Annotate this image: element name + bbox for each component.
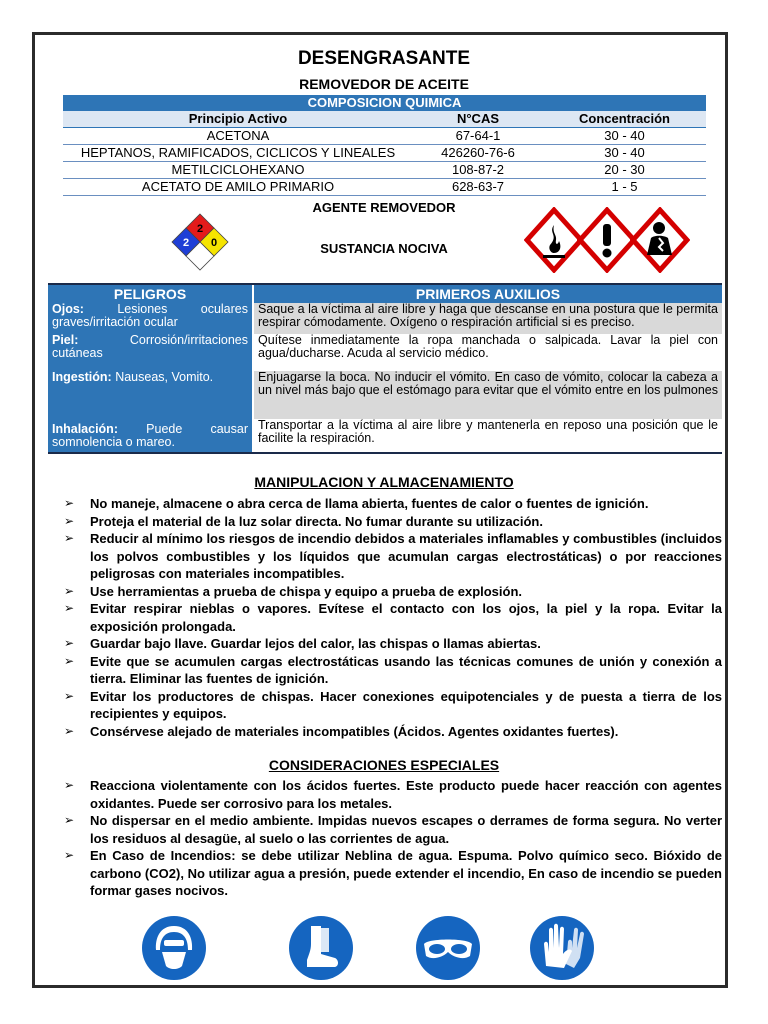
table-cell: 628-63-7 [451,179,505,194]
table-cell: ACETONA [206,128,270,143]
table-cell: METILCICLOHEXANO [171,162,305,177]
first-aid-cell: Transportar a la víctima al aire libre y mantenerla en reposo una posición que le facilite la respiración. [258,418,718,445]
nfpa-diamond-icon [170,212,230,272]
hazard-row [48,334,722,371]
hazard-row [48,303,722,334]
hazard-cell [48,419,252,452]
first-aid-header: PRIMEROS AUXILIOS [254,285,722,303]
table-row [63,145,706,162]
hazard-label: Inhalación: [52,422,118,436]
safety-goggles-icon [414,914,482,982]
flame-pictogram-icon [524,207,584,273]
column-header: Concentración [578,111,670,126]
table-cell: 108-87-2 [451,162,505,177]
table-cell: 20 - 30 [604,162,645,177]
hazard-cell [48,371,252,419]
list-item: ➢ Proteja el material de la luz solar directa. No fumar durante su utilización. [64,513,722,531]
nfpa-health: 2 [182,237,190,249]
list-item: ➢ Guardar bajo llave. Guardar lejos del calor, las chispas o llamas abiertas. [64,635,722,653]
first-aid-cell: Enjuagarse la boca. No inducir el vómito. En caso de vómito, colocar la cabeza a un nivel más bajo que el estómago para evitar que el vómito entre en los pulmones [254,371,722,419]
table-cell: 67-64-1 [455,128,501,143]
harmful-label: SUSTANCIA NOCIVA [320,241,448,256]
list-item: ➢ Consérvese alejado de materiales incompatibles (Ácidos. Agentes oxidantes fuertes). [64,723,722,741]
table-cell: 30 - 40 [604,145,645,160]
safety-boots-icon [287,914,355,982]
page-subtitle: REMOVEDOR DE ACEITE [299,76,469,92]
first-aid-cell: Quítese inmediatamente la ropa manchada o salpicada. Lavar la piel con agua/ducharse. Acuda al servicio médico. [258,333,718,360]
list-item: ➢ Evite que se acumulen cargas electrostáticas usando las técnicas comunes de unión y conexión a tierra. Eliminar las fuentes de ignición. [64,653,722,688]
list-item: ➢ Reducir al mínimo los riesgos de incendio debidos a materiales inflamables y combustibles (incluidos los polvos combustibles y los líquidos que acumulan cargas electrostáticas) o por reacciones peligrosas con materiales incompatibles. [64,530,722,583]
list-item: ➢ Use herramientas a prueba de chispa y equipo a prueba de explosión. [64,583,722,601]
hazard-label: Ojos: [52,302,84,316]
respirator-mask-icon [140,914,208,982]
column-header: Principio Activo [188,111,288,126]
page-title: DESENGRASANTE [297,48,471,69]
hazard-text: Nauseas, Vomito. [111,370,214,384]
handling-list [64,495,722,740]
health-hazard-pictogram-icon [630,207,690,273]
composition-table [63,95,706,196]
hazards-header: PELIGROS [48,285,252,303]
table-cell: 426260-76-6 [441,145,515,160]
table-row [63,179,706,196]
agent-label: AGENTE REMOVEDOR [312,200,456,215]
hazard-row [48,371,722,419]
hazards-first-aid-table [48,283,722,454]
special-list [64,777,722,900]
hazard-label: Ingestión: [52,370,112,384]
hazard-text: Lesiones oculares graves/irritación ocular [52,302,248,329]
hazards-header-bar [48,283,722,303]
column-header: N°CAS [456,111,500,126]
list-item: ➢ Reacciona violentamente con los ácidos fuertes. Este producto puede hacer reacción con agentes oxidantes. Puede ser corrosivo para los metales. [64,777,722,812]
protective-gloves-icon [528,914,596,982]
table-row [63,128,706,145]
table-row [63,162,706,179]
table-cell: 1 - 5 [611,179,638,194]
table-cell: HEPTANOS, RAMIFICADOS, CICLICOS Y LINEALES [80,145,396,160]
list-item: ➢ Evitar respirar nieblas o vapores. Evítese el contacto con los ojos, la piel y la ropa. Evitar la exposición prolongada. [64,600,722,635]
special-section-title: CONSIDERACIONES ESPECIALES [268,757,500,773]
table-cell: 30 - 40 [604,128,645,143]
hazard-row [48,419,722,452]
hazard-cell [48,303,252,334]
handling-section-title: MANIPULACION Y ALMACENAMIENTO [254,474,514,490]
composition-column-headers [63,111,706,128]
table-cell: ACETATO DE AMILO PRIMARIO [141,179,335,194]
composition-header-bar: COMPOSICION QUIMICA [63,95,706,111]
nfpa-flammability: 2 [196,223,204,235]
list-item: ➢ No dispersar en el medio ambiente. Impidas nuevos escapes o derrames de forma segura. No verter los residuos al desagüe, al suelo o las corrientes de agua. [64,812,722,847]
divider [48,452,722,454]
nfpa-reactivity: 0 [210,237,218,249]
hazard-cell [48,334,252,371]
first-aid-cell: Saque a la víctima al aire libre y haga que descanse en una postura que le permita respirar cómodamente. Oxígeno o respiración artificial si es preciso. [254,303,722,334]
list-item: ➢ En Caso de Incendios: se debe utilizar Neblina de agua. Espuma. Polvo químico seco. Bióxido de carbono (CO2), No utilizar agua a presión, puede extender el incendio, En caso de incendio se pueden formar gases nocivos. [64,847,722,900]
hazard-text: Puede causar somnolencia o mareo. [52,422,248,449]
hazard-text: Corrosión/irritaciones cutáneas [52,333,248,360]
list-item: ➢ Evitar los productores de chispas. Hacer conexiones equipotenciales y de puesta a tierra de los recipientes y equipos. [64,688,722,723]
list-item: ➢ No maneje, almacene o abra cerca de llama abierta, fuentes de calor o fuentes de ignición. [64,495,722,513]
exclamation-pictogram-icon [577,207,637,273]
hazard-label: Piel: [52,333,79,347]
